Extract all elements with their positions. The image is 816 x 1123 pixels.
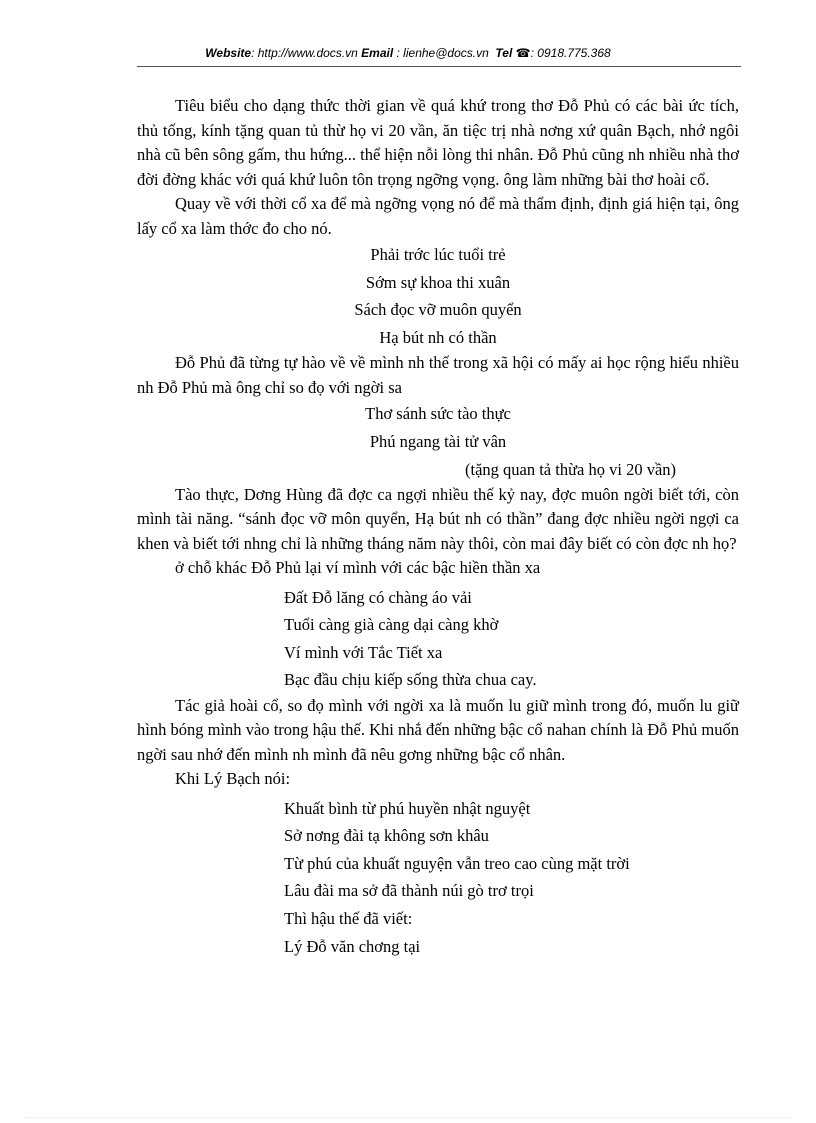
phone-icon: ☎ bbox=[515, 46, 531, 60]
paragraph-6: Tác giả hoài cổ, so đọ mình với ngời xa là muốn lu giữ mình trong đó, muốn lu giữ hình bóng mình vào trong hậu thế. Khi nhắ đến những bậc cổ nahan chính là Đỗ Phủ muốn ngời sau nhớ đến mình nh mình đã nêu gơng những bậc cổ nhân. bbox=[137, 695, 739, 764]
email-link[interactable]: : lienhe@docs.vn bbox=[396, 46, 489, 60]
website-label: Website bbox=[205, 46, 252, 60]
footer-divider bbox=[24, 1117, 792, 1118]
header-divider bbox=[137, 66, 741, 67]
paragraph-3: Đỗ Phủ đã từng tự hào về về mình nh thế trong xã hội có mấy ai học rộng hiểu nhiều nh Đỗ Phủ mà ông chỉ so đọ với ngời sa bbox=[137, 353, 739, 397]
verse-line: Thì hậu thế đã viết: bbox=[284, 908, 413, 928]
poem-source: (tặng quan tả thừa họ vi 20 vần) bbox=[465, 459, 677, 479]
tel-value: : 0918.775.368 bbox=[530, 46, 611, 60]
verse-line: Phải trớc lúc tuổi trẻ bbox=[370, 245, 506, 264]
verse-line: Sớm sự khoa thi xuân bbox=[365, 272, 511, 292]
verse-line: Sách đọc vỡ muôn quyển bbox=[354, 300, 522, 320]
poem-3 bbox=[137, 584, 739, 694]
poem-1 bbox=[137, 241, 739, 351]
verse-line: Đất Đỗ lăng có chàng áo vải bbox=[284, 587, 472, 607]
document-body bbox=[137, 94, 739, 960]
page-header bbox=[0, 46, 816, 60]
verse-line: Lâu đài ma sở đã thành núi gò trơ trọi bbox=[284, 881, 534, 901]
verse-line: Tuổi càng già càng dại càng khờ bbox=[284, 615, 499, 635]
verse-line: Ví mình với Tắc Tiết xa bbox=[284, 642, 443, 662]
verse-line: Phú ngang tài tử vân bbox=[369, 431, 507, 451]
verse-line: Bạc đầu chịu kiếp sống thừa chua cay. bbox=[284, 670, 537, 690]
paragraph-1: Tiêu biểu cho dạng thức thời gian về quá khứ trong thơ Đỗ Phủ có các bài ức tích, thủ tống, kính tặng quan tủ thừ họ vi 20 vần, ăn tiệc trị nhà nơng xứ quân Bạch, nhớ ngôi nhà cũ bên sông gấm, thu hứng... thể hiện nỗi lòng thi nhân. Đỗ Phủ cũng nh nhiều nhà thơ đời đờng khác với quá khứ luôn tôn trọng ngỡng vọng. ông làm những bài thơ hoài cổ. bbox=[137, 96, 739, 189]
poem-2 bbox=[137, 400, 739, 482]
verse-line: Thơ sánh sức tào thực bbox=[365, 404, 511, 424]
paragraph-7: Khi Lý Bạch nói: bbox=[175, 769, 291, 789]
verse-line: Lý Đỗ văn chơng tại bbox=[284, 936, 421, 956]
paragraph-5: ở chỗ khác Đỗ Phủ lại ví mình với các bậc hiền thần xa bbox=[175, 558, 541, 578]
verse-line: Từ phú của khuất nguyện vẫn treo cao cùng mặt trời bbox=[284, 853, 630, 873]
email-label: Email bbox=[361, 46, 394, 60]
tel-label: Tel bbox=[495, 46, 513, 60]
website-link[interactable]: : http://www.docs.vn bbox=[251, 46, 358, 60]
paragraph-2: Quay về với thời cổ xa để mà ngỡng vọng nó để mà thẩm định, định giá hiện tại, ông lấy cổ xa làm thớc đo cho nó. bbox=[137, 194, 739, 238]
verse-line: Khuất bình từ phú huyền nhật nguyệt bbox=[284, 798, 531, 818]
poem-4 bbox=[137, 795, 739, 961]
verse-line: Hạ bút nh có thần bbox=[379, 327, 497, 347]
verse-line: Sở nơng đài tạ không sơn khâu bbox=[284, 826, 489, 846]
paragraph-4: Tào thực, Dơng Hùng đã đợc ca ngợi nhiều thế kỷ nay, đợc muôn ngời biết tới, còn mình tài năng. “sánh đọc vỡ môn quyển, Hạ bút nh có thần” đang đợc nhiều ngời ngợi ca khen và biết tới nhng chỉ là những tháng năm này thôi, còn mai đây biết có còn đợc nh họ? bbox=[137, 484, 739, 553]
